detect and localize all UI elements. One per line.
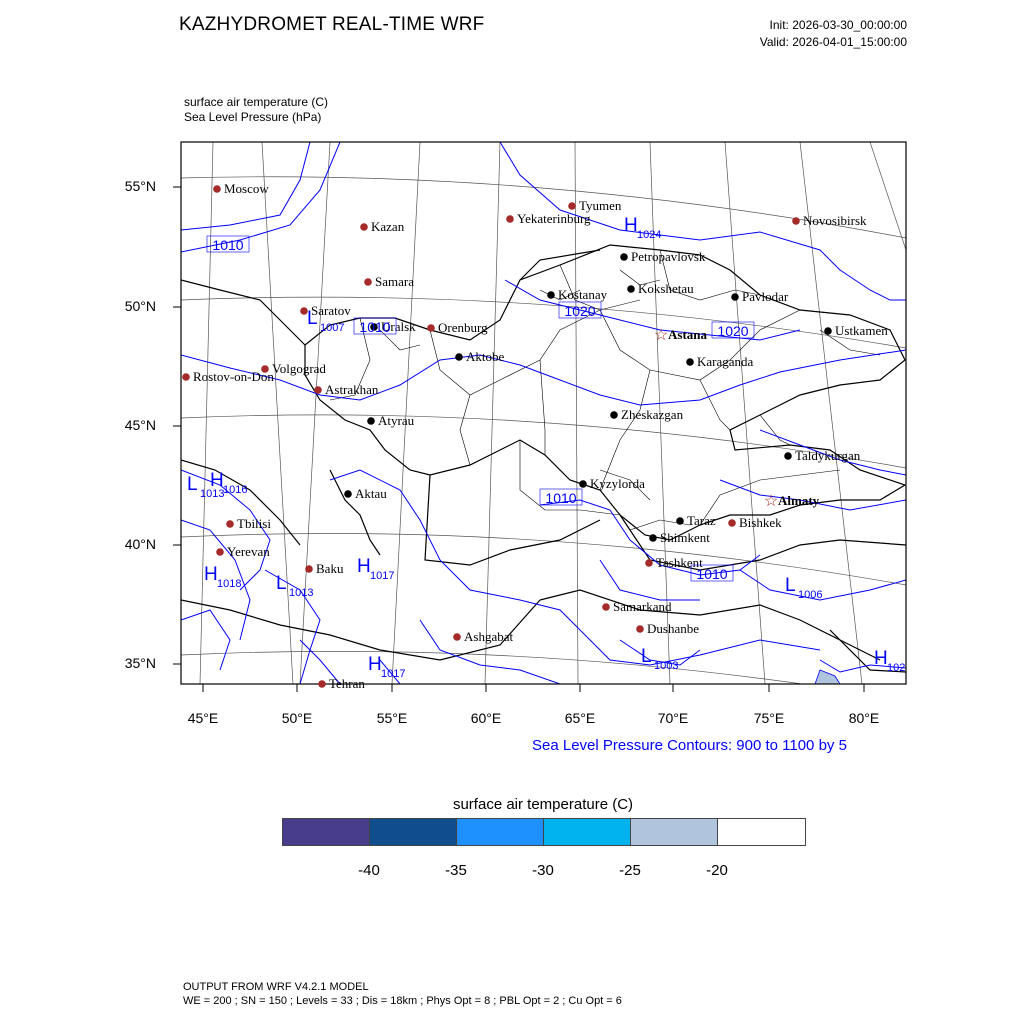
city-almaty	[764, 493, 820, 510]
city-kazan	[360, 219, 404, 234]
city-label: Zheskazgan	[621, 407, 684, 422]
city-label: Orenburg	[438, 320, 488, 335]
city-dot-icon	[360, 223, 368, 231]
city-dot-icon	[784, 452, 792, 460]
city-label: Tehran	[329, 676, 365, 691]
contour-label	[354, 318, 396, 335]
city-label: Uralsk	[381, 319, 416, 334]
city-yerevan	[216, 544, 270, 559]
city-aktau	[344, 486, 387, 501]
lon-label: 75°E	[753, 710, 785, 726]
city-bishkek	[728, 515, 782, 530]
city-label: Rostov-on-Don	[193, 369, 274, 384]
high-pressure-center	[357, 556, 394, 582]
colorbar-swatch	[631, 819, 718, 845]
city-label: Samara	[375, 274, 414, 289]
svg-text:1006: 1006	[798, 589, 823, 601]
city-kokshetau	[627, 281, 694, 296]
high-pressure-center	[204, 564, 241, 590]
city-dot-icon	[367, 417, 375, 425]
high-pressure-center	[624, 215, 661, 241]
city-kyzylorda	[579, 476, 645, 491]
city-label: Taldykurgan	[795, 448, 861, 463]
lat-label: 55°N	[124, 178, 156, 194]
city-dot-icon	[305, 565, 313, 573]
city-dot-icon	[344, 490, 352, 498]
colorbar-swatch	[370, 819, 457, 845]
contour-label	[559, 302, 601, 319]
city-dot-icon	[824, 327, 832, 335]
city-label: Astana	[668, 327, 708, 342]
svg-text:H: H	[368, 654, 382, 675]
city-samara	[364, 274, 414, 289]
city-dot-icon	[216, 548, 224, 556]
city-dot-icon	[676, 517, 684, 525]
city-label: Astrakhan	[325, 382, 379, 397]
low-pressure-center	[641, 646, 678, 672]
svg-text:1007: 1007	[320, 322, 345, 334]
city-label: Saratov	[311, 303, 351, 318]
city-dot-icon	[610, 411, 618, 419]
svg-text:1017: 1017	[370, 570, 395, 582]
svg-text:1024: 1024	[637, 229, 662, 241]
city-markers	[182, 181, 888, 691]
contour-note: Sea Level Pressure Contours: 900 to 1100 by 5	[532, 737, 847, 754]
variable-temperature-label: surface air temperature (C)	[184, 95, 329, 109]
city-dot-icon	[645, 559, 653, 567]
svg-text:1013: 1013	[200, 488, 225, 500]
city-dot-icon	[182, 373, 190, 381]
city-dot-icon	[455, 353, 463, 361]
city-taraz	[676, 513, 716, 528]
city-label: Petropavlovsk	[631, 249, 706, 264]
city-dot-icon	[226, 520, 234, 528]
city-dushanbe	[636, 621, 699, 636]
city-baku	[305, 561, 344, 576]
city-dot-icon	[364, 278, 372, 286]
svg-text:1016: 1016	[223, 484, 248, 496]
variable-pressure-label: Sea Level Pressure (hPa)	[184, 110, 322, 124]
city-tbilisi	[226, 516, 271, 531]
city-taldykurgan	[784, 448, 861, 463]
city-dot-icon	[427, 324, 435, 332]
city-aktobe	[455, 349, 504, 364]
city-label: Novosibirsk	[803, 213, 867, 228]
city-dot-icon	[792, 217, 800, 225]
city-label: Baku	[316, 561, 344, 576]
city-ashgabat	[453, 629, 513, 644]
colorbar-label: -35	[445, 862, 467, 879]
city-dot-icon	[649, 534, 657, 542]
city-petropavlovsk	[620, 249, 706, 264]
city-dot-icon	[453, 633, 461, 641]
map-title: KAZHYDROMET REAL-TIME WRF	[179, 14, 485, 35]
city-label: Samarkand	[613, 599, 672, 614]
city-dot-icon	[547, 291, 555, 299]
svg-text:L: L	[187, 474, 198, 495]
svg-text:1018: 1018	[217, 578, 242, 590]
city-astrakhan	[314, 382, 379, 397]
city-kostanay	[547, 287, 607, 302]
city-astana	[654, 327, 708, 344]
colorbar-label: -20	[706, 862, 728, 879]
svg-text:1010: 1010	[212, 237, 244, 253]
low-pressure-center	[276, 573, 313, 599]
svg-text:102: 102	[887, 662, 906, 674]
capital-star-icon: ☆	[653, 327, 669, 344]
lat-label: 45°N	[124, 417, 156, 433]
lat-label: 35°N	[124, 655, 156, 671]
city-label: Ashgabat	[464, 629, 514, 644]
city-label: Kokshetau	[638, 281, 694, 296]
city-label: Tbilisi	[237, 516, 271, 531]
city-rostov-on-don	[182, 369, 274, 384]
city-tehran	[318, 676, 365, 691]
colorbar-swatch	[544, 819, 631, 845]
city-label: Atyrau	[378, 413, 415, 428]
footer-config: WE = 200 ; SN = 150 ; Levels = 33 ; Dis = 18km ; Phys Opt = 8 ; PBL Opt = 2 ; Cu Opt = 6	[183, 995, 622, 1007]
svg-text:H: H	[204, 564, 218, 585]
lon-label: 65°E	[564, 710, 596, 726]
colorbar-swatch	[457, 819, 544, 845]
svg-text:1003: 1003	[654, 660, 679, 672]
city-orenburg	[427, 320, 488, 335]
city-dot-icon	[636, 625, 644, 633]
contour-label	[207, 236, 249, 253]
city-karaganda	[686, 354, 753, 369]
valid-time: Valid: 2026-04-01_15:00:00	[759, 35, 907, 49]
city-dot-icon	[731, 293, 739, 301]
colorbar	[282, 818, 806, 846]
capital-star-icon: ☆	[763, 493, 779, 510]
city-label: Kazan	[371, 219, 405, 234]
city-label: Shimkent	[660, 530, 710, 545]
colorbar-swatch	[718, 819, 805, 845]
lon-label: 70°E	[657, 710, 689, 726]
svg-text:H: H	[210, 470, 224, 491]
city-dot-icon	[213, 185, 221, 193]
svg-text:H: H	[874, 648, 888, 669]
colorbar-label: -30	[532, 862, 554, 879]
city-samarkand	[602, 599, 672, 614]
city-dot-icon	[620, 253, 628, 261]
contour-label	[691, 565, 733, 582]
lon-label: 55°E	[376, 710, 408, 726]
city-dot-icon	[602, 603, 610, 611]
city-label: Bishkek	[739, 515, 782, 530]
city-label: Dushanbe	[647, 621, 699, 636]
city-dot-icon	[314, 386, 322, 394]
city-label: Kostanay	[558, 287, 608, 302]
svg-text:1020: 1020	[564, 303, 596, 319]
high-pressure-center	[368, 654, 405, 680]
svg-text:1017: 1017	[381, 668, 406, 680]
svg-text:1013: 1013	[289, 587, 314, 599]
svg-text:L: L	[307, 308, 318, 329]
city-novosibirsk	[792, 213, 867, 228]
city-dot-icon	[686, 358, 694, 366]
lon-label: 45°E	[187, 710, 219, 726]
city-label: Volgograd	[272, 361, 326, 376]
city-label: Moscow	[224, 181, 269, 196]
svg-text:1020: 1020	[717, 323, 749, 339]
svg-text:H: H	[624, 215, 638, 236]
colorbar-title: surface air temperature (C)	[452, 796, 634, 813]
city-label: Yerevan	[227, 544, 270, 559]
svg-text:1010: 1010	[545, 490, 577, 506]
city-moscow	[213, 181, 269, 196]
svg-text:L: L	[641, 646, 652, 667]
lat-label: 50°N	[124, 298, 156, 314]
init-time: Init: 2026-03-30_00:00:00	[769, 18, 907, 32]
city-label: Almaty	[778, 493, 820, 508]
city-label: Tashkent	[656, 555, 703, 570]
lon-label: 80°E	[848, 710, 880, 726]
colorbar-label: -25	[619, 862, 641, 879]
city-dot-icon	[728, 519, 736, 527]
contour-label	[540, 489, 582, 506]
city-label: Pavlodar	[742, 289, 789, 304]
svg-text:L: L	[276, 573, 287, 594]
lon-label: 50°E	[281, 710, 313, 726]
colorbar-swatch	[283, 819, 370, 845]
city-label: Taraz	[687, 513, 716, 528]
colorbar-label: -40	[358, 862, 380, 879]
city-dot-icon	[568, 202, 576, 210]
city-yekaterinburg	[506, 211, 591, 226]
city-tashkent	[645, 555, 703, 570]
city-label: Yekaterinburg	[517, 211, 591, 226]
svg-text:1010: 1010	[359, 319, 391, 335]
footer-model: OUTPUT FROM WRF V4.2.1 MODEL	[183, 981, 369, 993]
city-label: Karaganda	[697, 354, 754, 369]
svg-text:L: L	[785, 575, 796, 596]
city-ustkamen	[824, 323, 888, 338]
city-label: Ustkamen	[835, 323, 888, 338]
contour-label	[712, 322, 754, 339]
lake-fills	[815, 670, 840, 684]
low-pressure-center	[785, 575, 822, 601]
city-label: Kyzylorda	[590, 476, 645, 491]
svg-text:H: H	[357, 556, 371, 577]
svg-text:1010: 1010	[696, 566, 728, 582]
city-zheskazgan	[610, 407, 683, 422]
city-label: Aktau	[355, 486, 387, 501]
city-dot-icon	[627, 285, 635, 293]
city-dot-icon	[318, 680, 326, 688]
city-dot-icon	[579, 480, 587, 488]
city-label: Tyumen	[579, 198, 622, 213]
lon-label: 60°E	[470, 710, 502, 726]
lat-label: 40°N	[124, 536, 156, 552]
city-dot-icon	[506, 215, 514, 223]
city-label: Aktobe	[466, 349, 505, 364]
